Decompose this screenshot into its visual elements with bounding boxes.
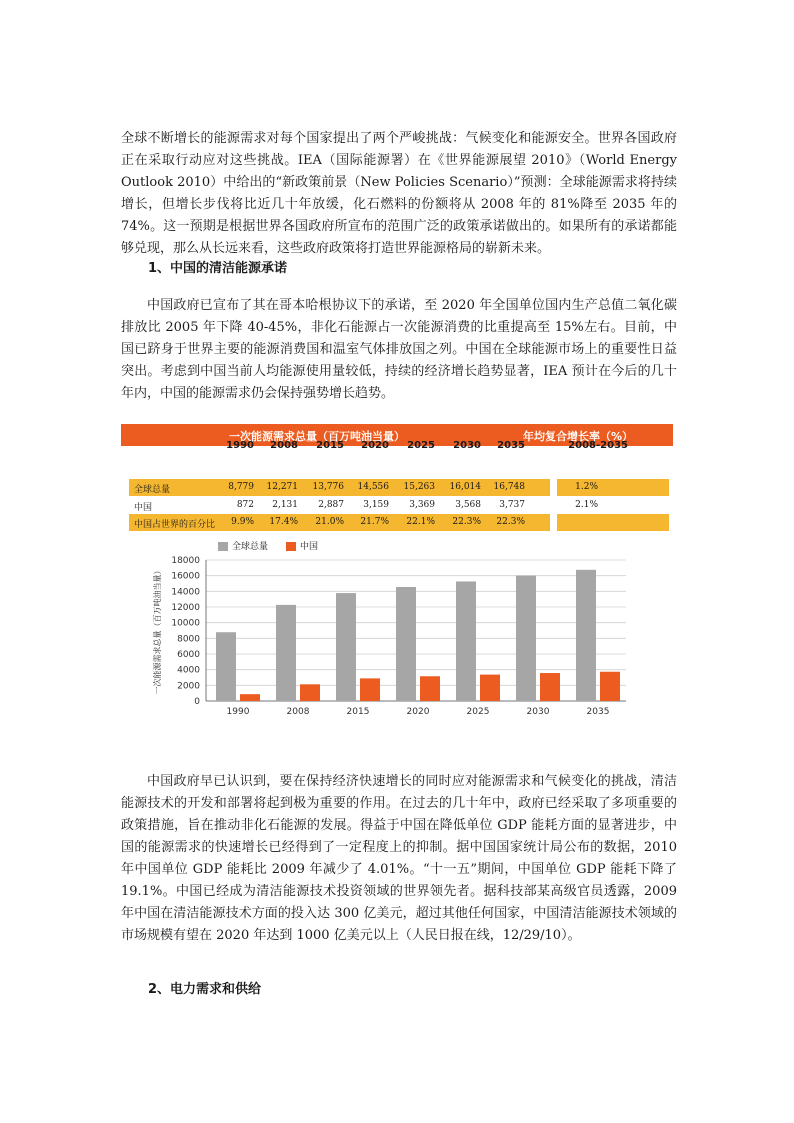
row-label: 中国占世界的百分比 xyxy=(134,520,216,530)
legend-label-china: 中国 xyxy=(300,542,319,552)
table-cell: 21.7% xyxy=(360,517,389,527)
bar-china-2035 xyxy=(600,672,620,701)
table-cell: 8,779 xyxy=(228,482,254,492)
table-year-header: 2020 xyxy=(361,440,389,451)
table-cell: 16,748 xyxy=(493,482,525,492)
row-highlight-cagr xyxy=(557,514,669,531)
y-tick-label: 8000 xyxy=(177,634,200,645)
bar-world-2015 xyxy=(336,593,356,701)
table-cell: 3,159 xyxy=(363,500,389,510)
row-label: 中国 xyxy=(134,503,153,513)
table-cell: 22.3% xyxy=(496,517,525,527)
table-row xyxy=(129,514,669,531)
bar-china-2020 xyxy=(420,676,440,701)
table-cell: 2,887 xyxy=(318,500,344,510)
bar-china-2025 xyxy=(480,675,500,701)
row-label: 全球总量 xyxy=(134,485,171,495)
table-cagr-cell: 2.1% xyxy=(575,500,598,510)
table-year-header: 2025 xyxy=(407,440,435,451)
y-tick-label: 12000 xyxy=(171,603,200,613)
y-tick-label: 6000 xyxy=(177,650,200,660)
intro-paragraph: 全球不断增长的能源需求对每个国家提出了两个严峻挑战：气候变化和能源安全。世界各国政府正在采取行动应对这些挑战。IEA（国际能源署）在《世界能源展望 2010》（World Energy Outlook 2010）中给出的“新政策前景（New Policies Scenario）”预测：全球能源需求将持续增长，但增长步伐将比近几十年放缓，化石燃料的份额将从 2008 年的 81%降至 2035 年的 74%。这一预期是根据世界各国政府所宣布的范围广泛的政策承诺做出的。如果所有的承诺都能够兑现，那么从长远来看，这些政府政策将打造世界能源格局的崭新未来。 xyxy=(121,131,677,256)
x-tick-label: 2015 xyxy=(346,707,370,717)
bar-china-1990 xyxy=(240,694,260,701)
x-tick-label: 2020 xyxy=(406,707,430,717)
legend-label-world: 全球总量 xyxy=(232,542,269,552)
table-year-header: 2030 xyxy=(453,440,481,451)
table-row xyxy=(129,497,669,514)
bar-world-2025 xyxy=(456,581,476,701)
table-cell: 22.1% xyxy=(406,517,435,527)
y-tick-label: 2000 xyxy=(177,681,200,692)
table-year-header: 2008 xyxy=(270,440,298,451)
x-tick-label: 2035 xyxy=(586,707,610,717)
y-tick-label: 4000 xyxy=(177,665,200,676)
figure-header-right: 年均复合增长率（%） xyxy=(523,430,634,443)
table-cell: 3,369 xyxy=(409,500,435,510)
clean-energy-paragraph: 中国政府早已认识到，要在保持经济快速增长的同时应对能源需求和气候变化的挑战，清洁能源技术的开发和部署将起到极为重要的作用。在过去的几十年中，政府已经采取了多项重要的政策措施，旨在推动非化石能源的发展。得益于中国在降低单位 GDP 能耗方面的显著进步，中国的能源需求的快速增长已经得到了一定程度上的抑制。据中国国家统计局公布的数据，2010 年中国单位 GDP 能耗比 2009 年减少了 4.01%。“十一五”期间，中国单位 GDP 能耗下降了 19.1%。中国已经成为清洁能源技术投资领域的世界领先者。据科技部某高级官员透露，2009 年中国在清洁能源技术方面的投入达 300 亿美元，超过其他任何国家，中国清洁能源技术领域的市场规模有望在 2020 年达到 1000 亿美元以上（人民日报在线，12/29/10）。 xyxy=(121,774,677,943)
bar-world-2020 xyxy=(396,587,416,701)
bar-china-2015 xyxy=(360,678,380,701)
x-tick-label: 2030 xyxy=(526,707,550,717)
table-cell: 22.3% xyxy=(452,517,481,527)
table-cell: 3,737 xyxy=(499,500,525,510)
y-axis-label: 一次能源需求总量（百万吨油当量） xyxy=(153,566,162,695)
table-year-header: 1990 xyxy=(226,440,254,451)
table-cell: 21.0% xyxy=(315,517,344,527)
x-tick-label: 2008 xyxy=(286,707,310,717)
table-year-header: 2015 xyxy=(316,440,344,451)
table-cell: 17.4% xyxy=(269,517,298,527)
x-tick-label: 1990 xyxy=(226,707,250,717)
bar-china-2008 xyxy=(300,684,320,701)
section-heading-2: 2、电力需求和供给 xyxy=(148,982,262,997)
table-cell: 15,263 xyxy=(403,482,435,492)
bar-world-2030 xyxy=(516,576,536,701)
y-tick-label: 10000 xyxy=(171,618,200,629)
table-cell: 9.9% xyxy=(231,517,254,527)
y-tick-label: 14000 xyxy=(171,587,200,598)
table-cagr-header: 2008-2035 xyxy=(568,440,628,451)
table-cagr-cell: 1.2% xyxy=(575,482,598,492)
table-year-header: 2035 xyxy=(497,440,525,451)
table-cell: 12,271 xyxy=(266,482,298,492)
y-tick-label: 16000 xyxy=(171,571,200,582)
figure-header-left: 一次能源需求总量（百万吨油当量） xyxy=(229,430,405,443)
table-cell: 2,131 xyxy=(272,500,298,510)
table-cell: 16,014 xyxy=(449,482,481,492)
table-cell: 3,568 xyxy=(455,500,481,510)
x-tick-label: 2025 xyxy=(466,707,490,717)
table-cell: 872 xyxy=(236,500,254,510)
bar-world-2008 xyxy=(276,605,296,701)
y-tick-label: 0 xyxy=(194,697,200,707)
table-cell: 14,556 xyxy=(357,482,389,492)
table-cell: 13,776 xyxy=(312,482,344,492)
bar-world-1990 xyxy=(216,632,236,701)
energy-demand-bar-chart xyxy=(140,550,640,722)
section-heading-1: 1、中国的清洁能源承诺 xyxy=(148,261,288,276)
bar-world-2035 xyxy=(576,570,596,701)
china-commitment-paragraph: 中国政府已宣布了其在哥本哈根协议下的承诺，至 2020 年全国单位国内生产总值二氧化碳排放比 2005 年下降 40-45%，非化石能源占一次能源消费的比重提高至 15%左右。目前，中国已跻身于世界主要的能源消费国和温室气体排放国之列。中国在全球能源市场上的重要性日益突出。考虑到中国当前人均能源使用量较低，持续的经济增长趋势显著，IEA 预计在今后的几十年内，中国的能源需求仍会保持强势增长趋势。 xyxy=(121,298,677,401)
table-row xyxy=(129,479,669,496)
bar-china-2030 xyxy=(540,673,560,701)
y-tick-label: 18000 xyxy=(171,556,200,566)
